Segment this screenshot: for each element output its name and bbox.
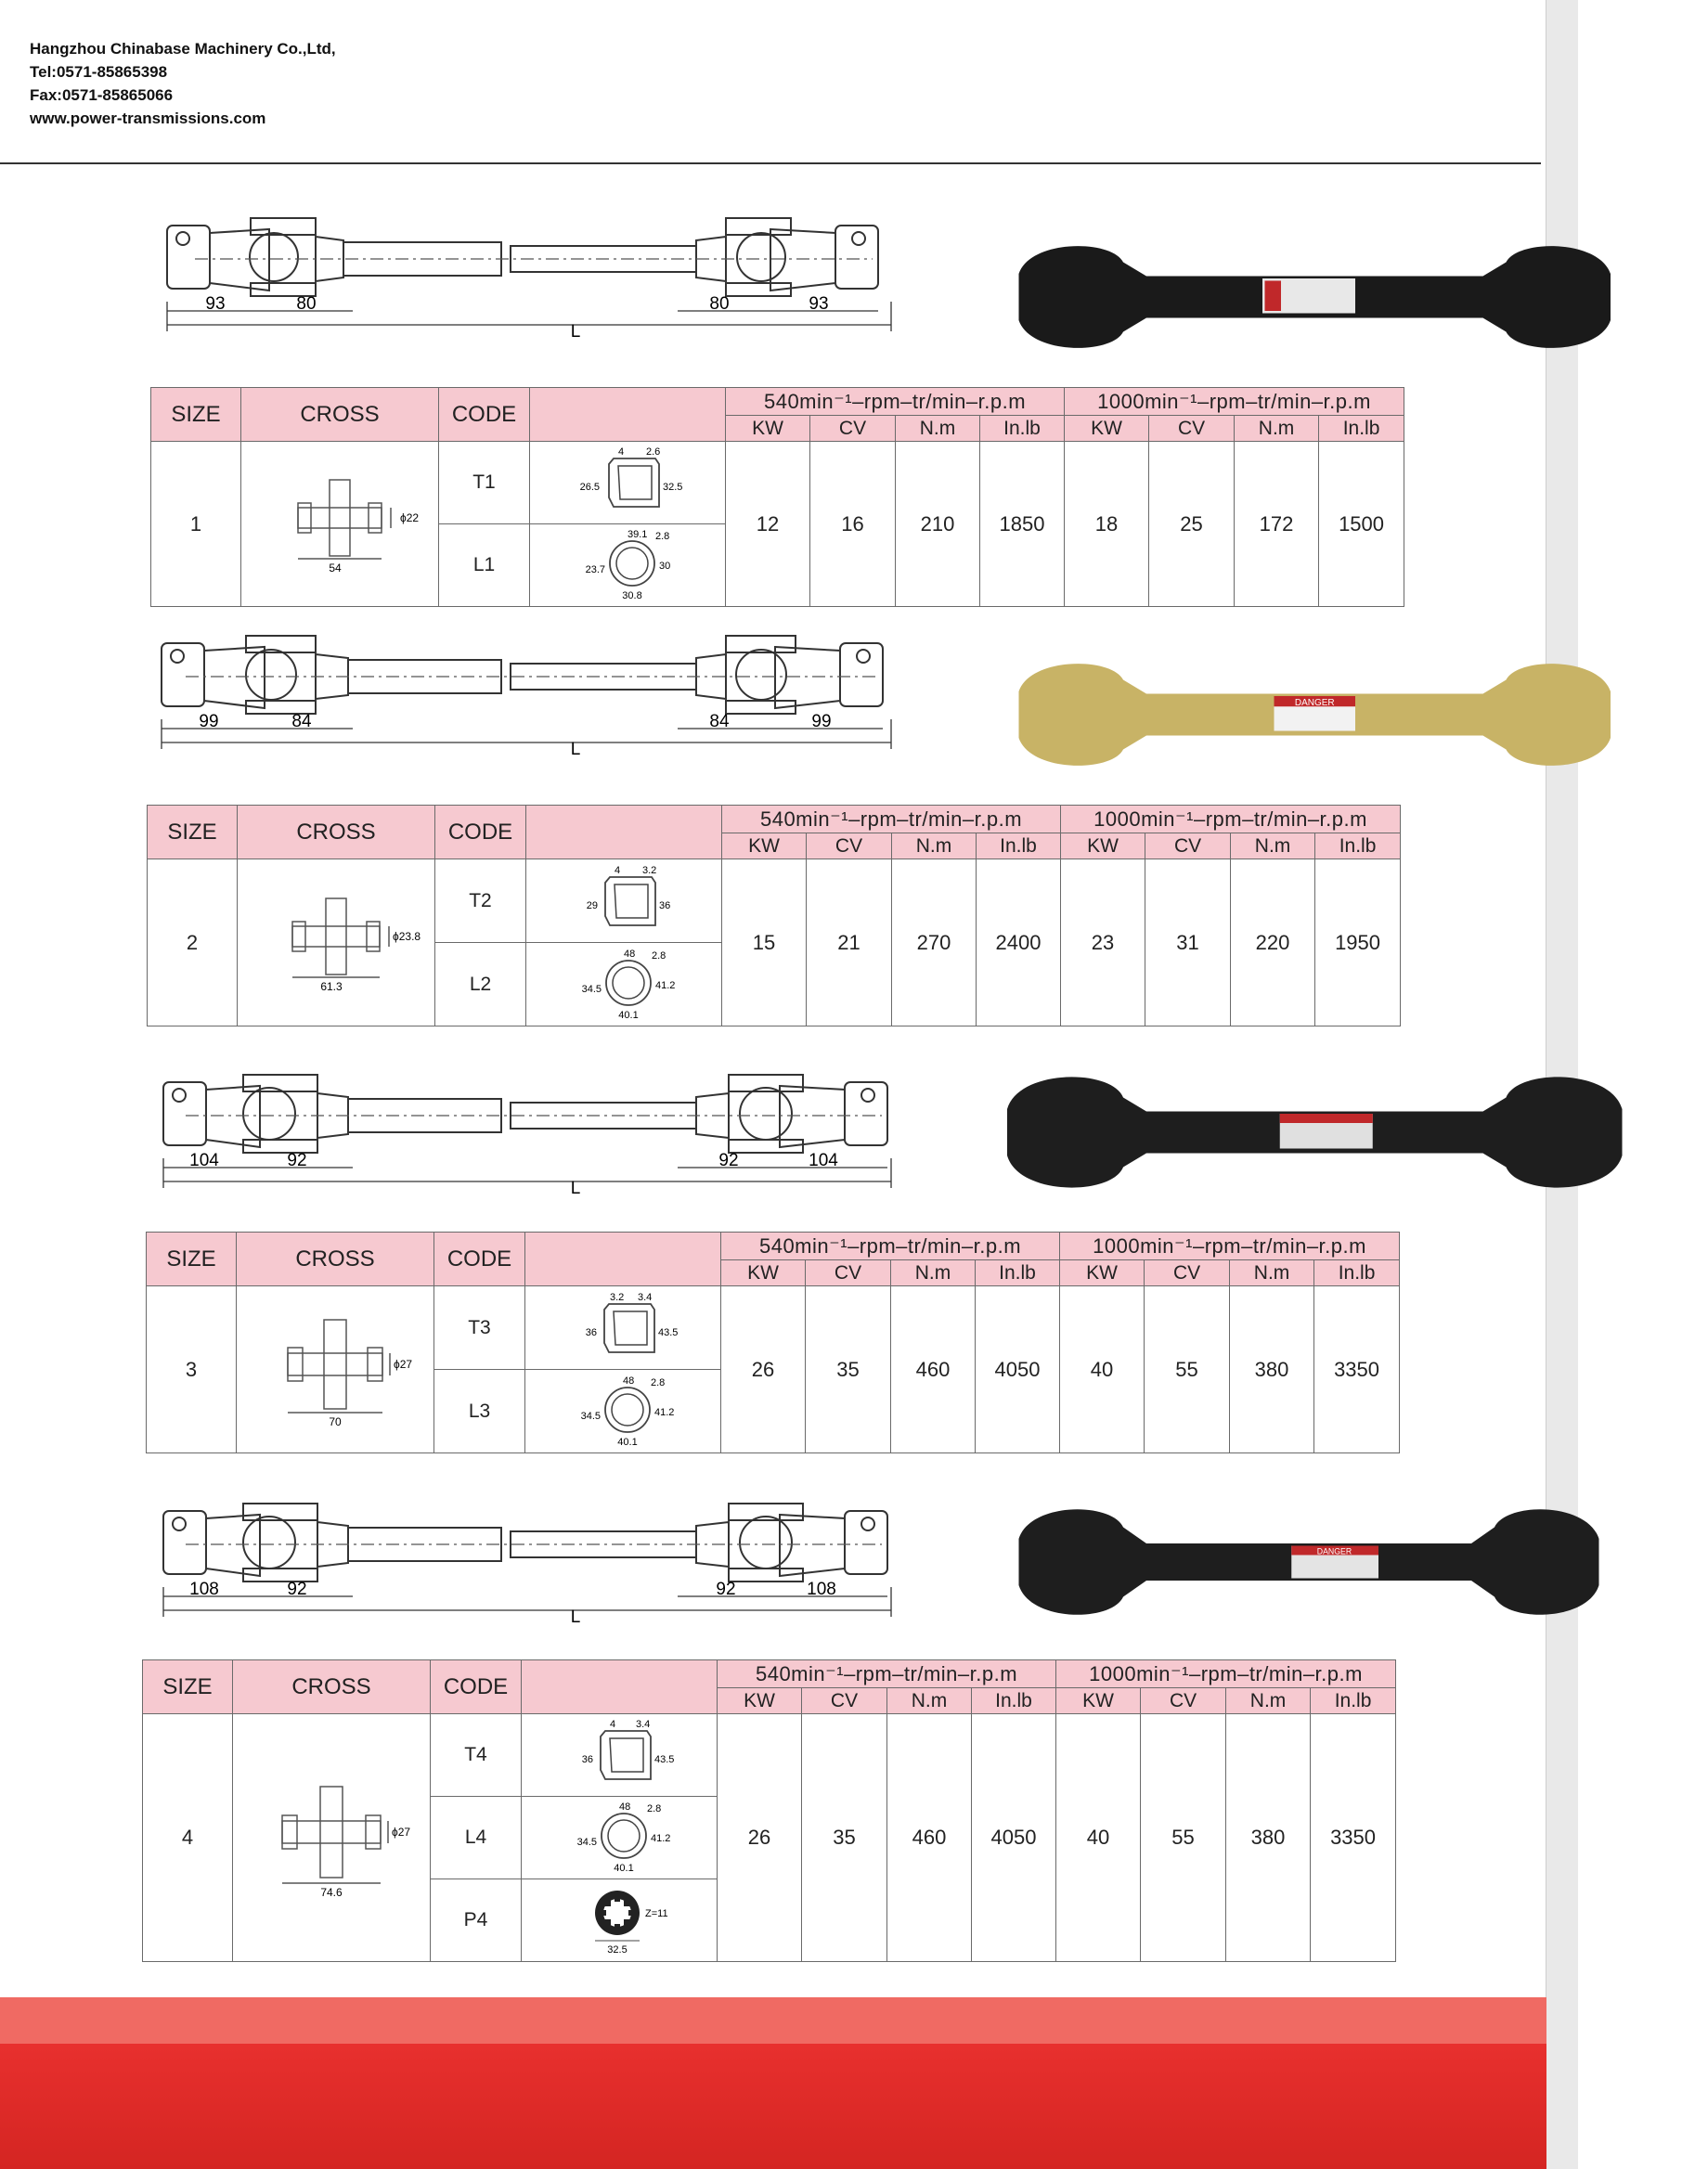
table-cell: KW [722, 833, 807, 859]
svg-text:34.5: 34.5 [581, 983, 602, 995]
table-cell [526, 859, 722, 943]
svg-text:ϕ23.8: ϕ23.8 [393, 929, 421, 943]
table-cell: 172 [1235, 442, 1319, 607]
table-cell: 2400 [977, 859, 1061, 1026]
svg-text:74.6: 74.6 [320, 1886, 343, 1899]
spec-table-2 [147, 805, 1401, 1026]
table-cell [522, 1879, 718, 1962]
svg-text:4: 4 [610, 1719, 616, 1730]
shaft-outline [167, 218, 878, 296]
svg-text:30: 30 [659, 561, 671, 572]
table-cell: 12 [726, 442, 810, 607]
svg-text:40.1: 40.1 [614, 1863, 634, 1874]
dim-c: 80 [709, 294, 730, 314]
svg-text:32.5: 32.5 [663, 482, 683, 493]
table-cell: 15 [722, 859, 807, 1026]
table-cell: 380 [1230, 1286, 1314, 1453]
dim-b: 80 [296, 294, 317, 314]
table-cell: SIZE [147, 1233, 237, 1286]
svg-text:36: 36 [659, 899, 671, 911]
dim-length: L [570, 322, 581, 342]
table-cell [522, 1714, 718, 1797]
table-cell: CV [807, 833, 892, 859]
cross-drawing [241, 442, 439, 607]
svg-text:30.8: 30.8 [622, 590, 642, 601]
table-cell: In.lb [977, 833, 1061, 859]
dimension-lines [167, 302, 891, 331]
svg-text:41.2: 41.2 [654, 1406, 675, 1418]
table-cell: 55 [1141, 1714, 1226, 1962]
company-name: Hangzhou Chinabase Machinery Co.,Ltd, [30, 40, 336, 58]
table-cell: L2 [435, 943, 526, 1026]
table-cell: CV [1149, 416, 1235, 442]
table-cell: CV [810, 416, 896, 442]
table-cell: T2 [435, 859, 526, 943]
table-cell: 1000min⁻¹–rpm–tr/min–r.p.m [1061, 806, 1401, 833]
shaft-drawing-4 [158, 1494, 900, 1633]
table-cell: 540min⁻¹–rpm–tr/min–r.p.m [722, 806, 1061, 833]
table-cell: CODE [435, 806, 526, 859]
table-cell [526, 806, 722, 859]
header-divider [0, 162, 1541, 164]
table-cell: 1500 [1319, 442, 1404, 607]
table-cell: L3 [434, 1370, 525, 1453]
table-cell: 26 [721, 1286, 806, 1453]
table-cell: 380 [1226, 1714, 1311, 1962]
svg-text:4: 4 [618, 446, 625, 458]
table-cell [522, 1797, 718, 1879]
col-profile [530, 388, 726, 442]
table-cell: CODE [434, 1233, 525, 1286]
table-cell: 1850 [980, 442, 1065, 607]
svg-text:92: 92 [716, 1580, 736, 1599]
table-cell: 4050 [976, 1286, 1060, 1453]
svg-text:26.5: 26.5 [579, 482, 600, 493]
spec-table-1 [150, 387, 1404, 607]
svg-text:108: 108 [189, 1580, 219, 1599]
svg-text:ϕ27: ϕ27 [394, 1357, 413, 1371]
table-cell: 1950 [1315, 859, 1401, 1026]
spline-profile [554, 1879, 684, 1956]
table-cell: N.m [1231, 833, 1315, 859]
svg-text:36: 36 [581, 1754, 593, 1765]
spec-table-3 [146, 1232, 1400, 1453]
shaft-drawing-3 [158, 1065, 900, 1205]
svg-text:L: L [570, 1179, 581, 1198]
table-cell: N.m [1230, 1260, 1314, 1286]
table-cell: 1000min⁻¹–rpm–tr/min–r.p.m [1060, 1233, 1400, 1260]
company-fax: Fax:0571-85865066 [30, 86, 174, 104]
table-cell: P4 [431, 1879, 522, 1962]
svg-text:48: 48 [619, 1801, 631, 1813]
svg-text:41.2: 41.2 [651, 1833, 671, 1844]
table-cell: 26 [718, 1714, 802, 1962]
table-cell: KW [718, 1688, 802, 1714]
table-cell: CV [1145, 833, 1231, 859]
svg-text:2.6: 2.6 [646, 446, 661, 458]
table-cell: 40 [1056, 1714, 1141, 1962]
svg-text:99: 99 [811, 712, 832, 731]
table-cell: N.m [891, 1260, 976, 1286]
table-cell: T4 [431, 1714, 522, 1797]
table-cell [525, 1233, 721, 1286]
svg-text:Z=11: Z=11 [645, 1908, 668, 1919]
table-cell [525, 1286, 721, 1370]
table-cell: 540min⁻¹–rpm–tr/min–r.p.m [721, 1233, 1060, 1260]
svg-text:104: 104 [189, 1151, 219, 1170]
table-cell: 55 [1145, 1286, 1230, 1453]
svg-text:40.1: 40.1 [618, 1009, 639, 1021]
table-cell: In.lb [980, 416, 1065, 442]
svg-text:29: 29 [586, 899, 598, 911]
table-cell: CROSS [238, 806, 435, 859]
table-cell [526, 943, 722, 1026]
table-cell: In.lb [1315, 833, 1401, 859]
shaft-drawing-1 [158, 209, 900, 348]
svg-text:40.1: 40.1 [617, 1436, 638, 1448]
table-cell [525, 1370, 721, 1453]
table-cell: CV [802, 1688, 887, 1714]
svg-text:41.2: 41.2 [655, 979, 676, 991]
table-cell: N.m [887, 1688, 972, 1714]
table-cell: L4 [431, 1797, 522, 1879]
svg-text:2.8: 2.8 [655, 531, 670, 542]
table-cell [522, 1660, 718, 1714]
table-cell: KW [1061, 833, 1145, 859]
table-cell: KW [1056, 1688, 1141, 1714]
table-cell: N.m [1226, 1688, 1311, 1714]
svg-text:DANGER: DANGER [1316, 1546, 1352, 1556]
table-cell: 540min⁻¹–rpm–tr/min–r.p.m [718, 1660, 1056, 1688]
table-cell: CV [806, 1260, 891, 1286]
table-cell: In.lb [1314, 1260, 1400, 1286]
table-cell: 18 [1065, 442, 1149, 607]
table-cell: KW [1060, 1260, 1145, 1286]
svg-text:39.1: 39.1 [628, 529, 648, 540]
shaft-photo-3 [910, 1063, 1708, 1202]
table-cell: CROSS [237, 1233, 434, 1286]
svg-text:34.5: 34.5 [576, 1837, 597, 1848]
profile-l [530, 524, 726, 607]
col-1000: 1000min⁻¹–rpm–tr/min–r.p.m [1065, 388, 1404, 416]
svg-text:4: 4 [615, 864, 621, 876]
svg-text:84: 84 [291, 712, 312, 731]
table-cell: N.m [896, 416, 980, 442]
table-cell: 4 [143, 1714, 233, 1962]
svg-text:70: 70 [329, 1414, 342, 1428]
table-cell: 3350 [1314, 1286, 1400, 1453]
svg-text:L: L [570, 740, 581, 759]
table-cell: CV [1145, 1260, 1230, 1286]
svg-text:2.8: 2.8 [647, 1803, 662, 1814]
svg-text:92: 92 [287, 1580, 307, 1599]
svg-text:L: L [570, 1607, 581, 1627]
svg-text:43.5: 43.5 [658, 1326, 679, 1338]
company-website[interactable]: www.power-transmissions.com [30, 110, 266, 127]
svg-text:ϕ22: ϕ22 [400, 510, 420, 524]
svg-text:32.5: 32.5 [607, 1944, 628, 1956]
table-cell [237, 1286, 434, 1453]
table-cell: SIZE [143, 1660, 233, 1714]
table-cell: 31 [1145, 859, 1231, 1026]
svg-text:3.2: 3.2 [642, 864, 657, 876]
table-cell: 270 [892, 859, 977, 1026]
company-header [30, 37, 336, 130]
table-cell: 1000min⁻¹–rpm–tr/min–r.p.m [1056, 1660, 1396, 1688]
svg-text:ϕ27: ϕ27 [392, 1826, 411, 1839]
svg-text:3.2: 3.2 [610, 1291, 625, 1303]
svg-text:92: 92 [718, 1151, 739, 1170]
size-value: 1 [151, 442, 241, 607]
svg-text:2.8: 2.8 [652, 949, 666, 962]
table-cell: 2 [148, 859, 238, 1026]
table-cell [238, 859, 435, 1026]
col-540: 540min⁻¹–rpm–tr/min–r.p.m [726, 388, 1065, 416]
table-cell [233, 1714, 431, 1962]
svg-text:34.5: 34.5 [580, 1410, 601, 1422]
table-cell: In.lb [1311, 1688, 1396, 1714]
svg-text:DANGER: DANGER [1294, 698, 1335, 708]
svg-text:48: 48 [624, 948, 636, 960]
svg-text:108: 108 [807, 1580, 836, 1599]
table-cell: 3 [147, 1286, 237, 1453]
table-cell: In.lb [972, 1688, 1056, 1714]
shaft-photo-4 [910, 1492, 1708, 1632]
code-l: L1 [439, 524, 530, 607]
col-code: CODE [439, 388, 530, 442]
table-cell: 460 [891, 1286, 976, 1453]
svg-text:99: 99 [199, 712, 219, 731]
svg-text:92: 92 [287, 1151, 307, 1170]
table-cell: 23 [1061, 859, 1145, 1026]
table-cell: 21 [807, 859, 892, 1026]
svg-text:36: 36 [585, 1326, 597, 1338]
svg-text:54: 54 [329, 561, 342, 575]
table-cell: 35 [802, 1714, 887, 1962]
table-cell: 220 [1231, 859, 1315, 1026]
table-cell: 4050 [972, 1714, 1056, 1962]
svg-text:3.4: 3.4 [638, 1291, 653, 1303]
table-cell: KW [726, 416, 810, 442]
table-cell: 16 [810, 442, 896, 607]
table-cell: CV [1141, 1688, 1226, 1714]
table-cell: KW [1065, 416, 1149, 442]
shaft-photo-1 [910, 227, 1708, 367]
col-cross: CROSS [241, 388, 439, 442]
table-cell: 35 [806, 1286, 891, 1453]
dim-d: 93 [809, 294, 829, 314]
table-cell: 3350 [1311, 1714, 1396, 1962]
svg-text:48: 48 [623, 1375, 635, 1387]
table-cell: CROSS [233, 1660, 431, 1714]
shaft-photo-2 [910, 645, 1708, 784]
svg-text:3.4: 3.4 [636, 1719, 651, 1730]
table-cell: In.lb [1319, 416, 1404, 442]
svg-text:2.8: 2.8 [651, 1376, 666, 1388]
footer-band [0, 1997, 1546, 2169]
table-cell: In.lb [976, 1260, 1060, 1286]
svg-text:43.5: 43.5 [654, 1754, 675, 1765]
svg-text:23.7: 23.7 [585, 564, 605, 575]
col-size: SIZE [151, 388, 241, 442]
table-cell: KW [721, 1260, 806, 1286]
profile-t [530, 442, 726, 524]
svg-text:104: 104 [809, 1151, 838, 1170]
table-cell: 460 [887, 1714, 972, 1962]
spec-table-4 [142, 1659, 1396, 1962]
shaft-drawing-2 [158, 626, 900, 766]
table-cell: 40 [1060, 1286, 1145, 1453]
table-cell: N.m [1235, 416, 1319, 442]
code-t: T1 [439, 442, 530, 524]
table-cell: 25 [1149, 442, 1235, 607]
table-cell: CODE [431, 1660, 522, 1714]
table-cell: 210 [896, 442, 980, 607]
svg-text:84: 84 [709, 712, 730, 731]
table-cell: SIZE [148, 806, 238, 859]
dim-a: 93 [205, 294, 226, 314]
table-cell: N.m [892, 833, 977, 859]
table-cell: T3 [434, 1286, 525, 1370]
company-tel: Tel:0571-85865398 [30, 63, 168, 81]
svg-text:61.3: 61.3 [320, 979, 343, 993]
